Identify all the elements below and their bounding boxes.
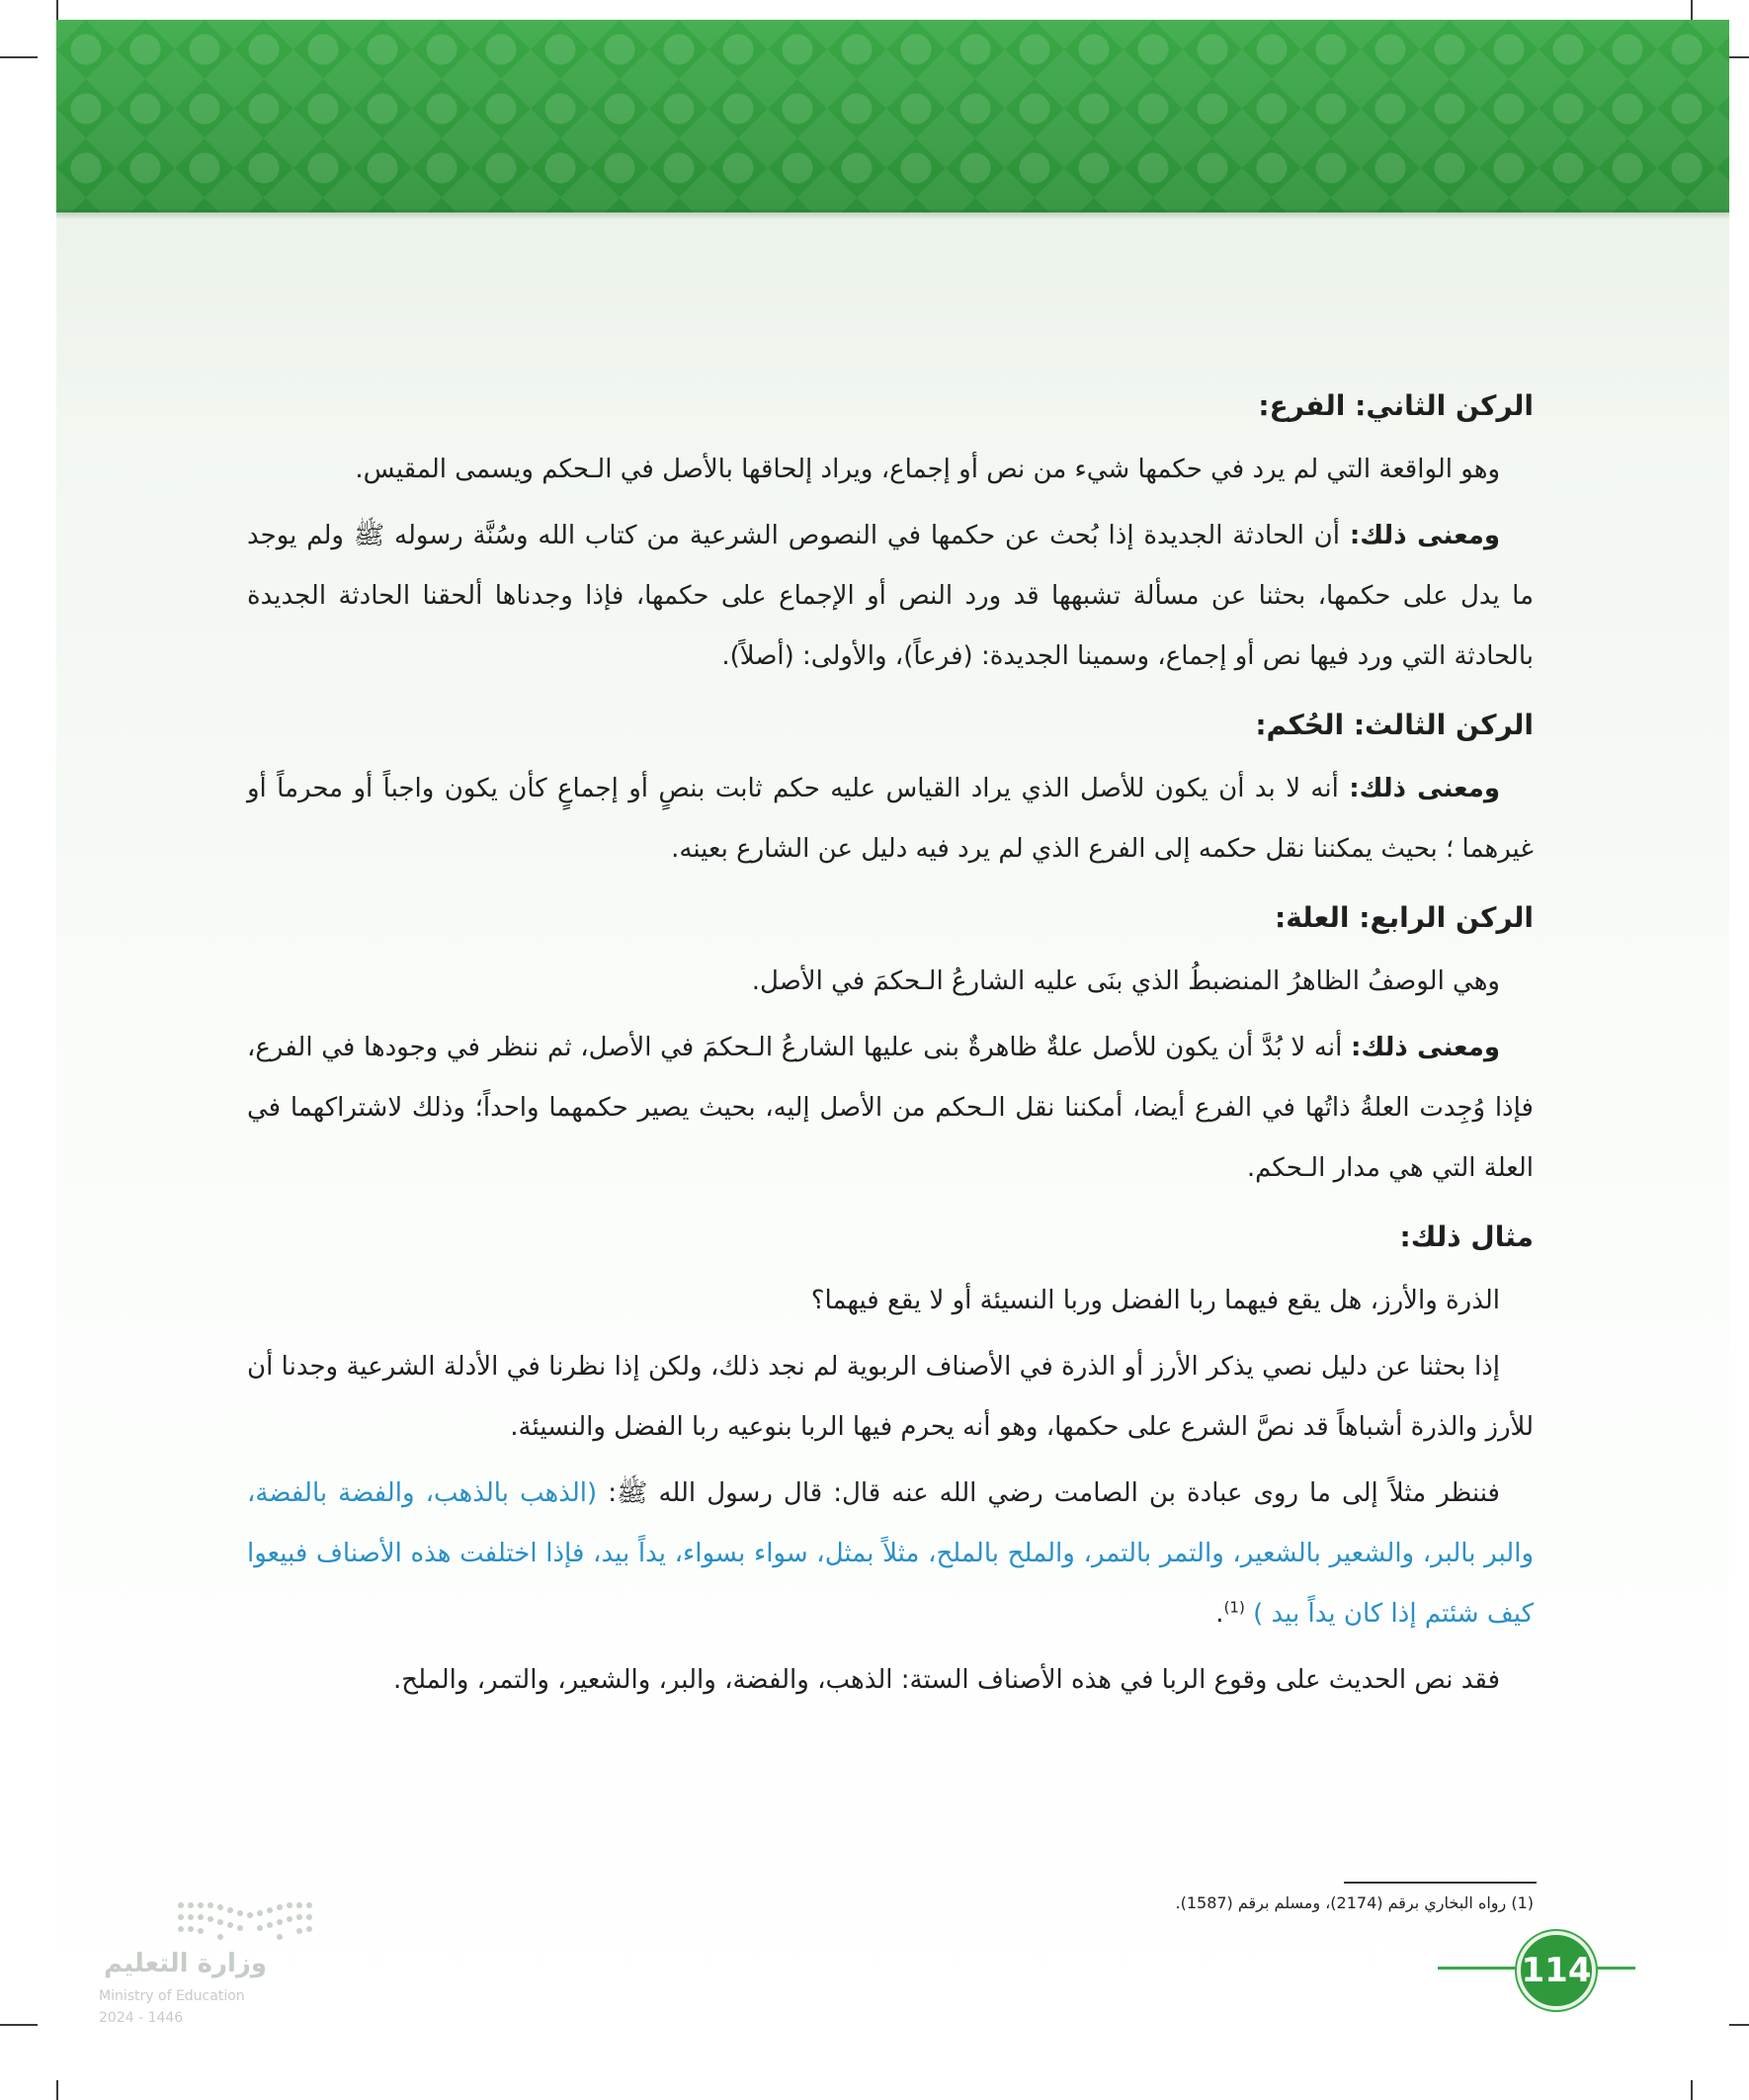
header-banner-shadow bbox=[56, 210, 1729, 219]
paragraph-text: فننظر مثلاً إلى ما روى عبادة بن الصامت رضي الله عنه قال: قال رسول الله ﷺ: bbox=[597, 1478, 1500, 1508]
paragraph-text: أن الحادثة الجديدة إذا بُحث عن حكمها في النصوص الشرعية من كتاب الله وسُنَّة رسوله ﷺ ولم يوجد ما يدل على حكمها، بحثنا عن مسألة تشبهها قد ورد النص أو الإجماع على حكمها، فإذا وجدناها ألحقنا الحادثة الجديدة بالحادثة التي ورد فيها نص أو إجماع، وسمينا الجديدة: (فرعاً)، والأولى: (أصلاً). bbox=[247, 521, 1534, 671]
paragraph: فقد نص الحديث على وقوع الربا في هذه الأصناف الستة: الذهب، والفضة، والبر، والشعير، والتمر، والملح. bbox=[393, 1665, 1500, 1695]
crop-mark bbox=[56, 2080, 58, 2100]
paragraph: الذرة والأرز، هل يقع فيهما ربا الفضل وربا النسيئة أو لا يقع فيهما؟ bbox=[810, 1286, 1500, 1315]
page-number-line bbox=[1438, 1967, 1517, 1970]
paragraph: إذا بحثنا عن دليل نصي يذكر الأرز أو الذرة في الأصناف الربوية لم نجد ذلك، ولكن إذا نظرنا في الأدلة الشرعية وجدنا أن للأرز والذرة أشباهاً قد نصَّ الشرع على حكمها، وهو أنه يحرم فيها الربا بنوعيه ربا الفضل والنسيئة. bbox=[247, 1352, 1534, 1442]
paragraph bbox=[247, 506, 1534, 687]
page-number: 114 bbox=[1517, 1931, 1596, 2010]
paragraph bbox=[247, 1018, 1534, 1199]
lead-phrase: ومعنى ذلك: bbox=[1349, 774, 1500, 803]
crop-mark bbox=[0, 2024, 38, 2026]
paragraph: وهو الواقعة التي لم يرد في حكمها شيء من نص أو إجماع، ويراد إلحاقها بالأصل في الـحكم ويسمى المقيس. bbox=[355, 455, 1500, 484]
ministry-name-arabic: وزارة التعليم bbox=[104, 1949, 267, 1978]
paragraph bbox=[247, 759, 1534, 880]
hadith-quote: (الذهب بالذهب، والفضة بالفضة، والبر بالبر، والشعير بالشعير، والتمر بالتمر، والملح بالملح، مثلاً بمثل، سواء بسواء، يداً بيد، فإذا اختلفت هذه الأصناف فبيعوا كيف شئتم إذا كان يداً بيد ) bbox=[247, 1478, 1534, 1629]
section-heading: الركن الثالث: الحُكم: bbox=[1255, 709, 1534, 741]
footnote: (1) رواه البخاري برقم (2174)، ومسلم برقم (1587). bbox=[1175, 1893, 1534, 1912]
lead-phrase: ومعنى ذلك: bbox=[1349, 521, 1500, 550]
page-content bbox=[247, 368, 1534, 1717]
paragraph-text: . bbox=[1215, 1599, 1224, 1629]
page-number-badge bbox=[1438, 1931, 1635, 2004]
ministry-logo bbox=[99, 1897, 326, 2046]
ministry-logo-icon bbox=[173, 1897, 321, 1945]
paragraph bbox=[247, 1464, 1534, 1644]
header-banner bbox=[56, 20, 1729, 212]
section-heading: الركن الرابع: العلة: bbox=[1275, 901, 1534, 934]
paragraph-text: أنه لا بُدَّ أن يكون للأصل علةٌ ظاهرةٌ بنى عليها الشارعُ الـحكمَ في الأصل، ثم ننظر في وجودها في الفرع، فإذا وُجِدت العلةُ ذاتُها في الفرع أيضا، أمكننا نقل الـحكم من الأصل إليه، بحيث يصير حكمهما واحداً؛ وذلك لاشتراكهما في العلة التي هي مدار الـحكم. bbox=[247, 1033, 1534, 1183]
page-number-line bbox=[1596, 1967, 1635, 1970]
section-heading: الركن الثاني: الفرع: bbox=[1258, 389, 1534, 422]
ministry-name-english: Ministry of Education bbox=[99, 1988, 245, 2004]
crop-mark bbox=[1691, 0, 1693, 20]
crop-mark bbox=[1691, 2080, 1693, 2100]
footnote-ref[interactable]: (1) bbox=[1223, 1598, 1245, 1617]
crop-mark bbox=[0, 56, 38, 58]
paragraph: وهي الوصفُ الظاهرُ المنضبطُ الذي بنَى عليه الشارعُ الـحكمَ في الأصل. bbox=[751, 966, 1500, 996]
ministry-year: 2024 - 1446 bbox=[99, 2010, 184, 2026]
paragraph-text: أنه لا بد أن يكون للأصل الذي يراد القياس عليه حكم ثابت بنصٍ أو إجماعٍ كأن يكون واجباً أو محرماً أو غيرهما ؛ بحيث يمكننا نقل حكمه إلى الفرع الذي لم يرد فيه دليل عن الشارع بعينه. bbox=[247, 774, 1534, 864]
crop-mark bbox=[56, 0, 58, 20]
lead-phrase: ومعنى ذلك: bbox=[1350, 1033, 1500, 1062]
footnote-divider bbox=[1344, 1882, 1537, 1884]
section-heading: مثال ذلك: bbox=[1399, 1220, 1534, 1253]
